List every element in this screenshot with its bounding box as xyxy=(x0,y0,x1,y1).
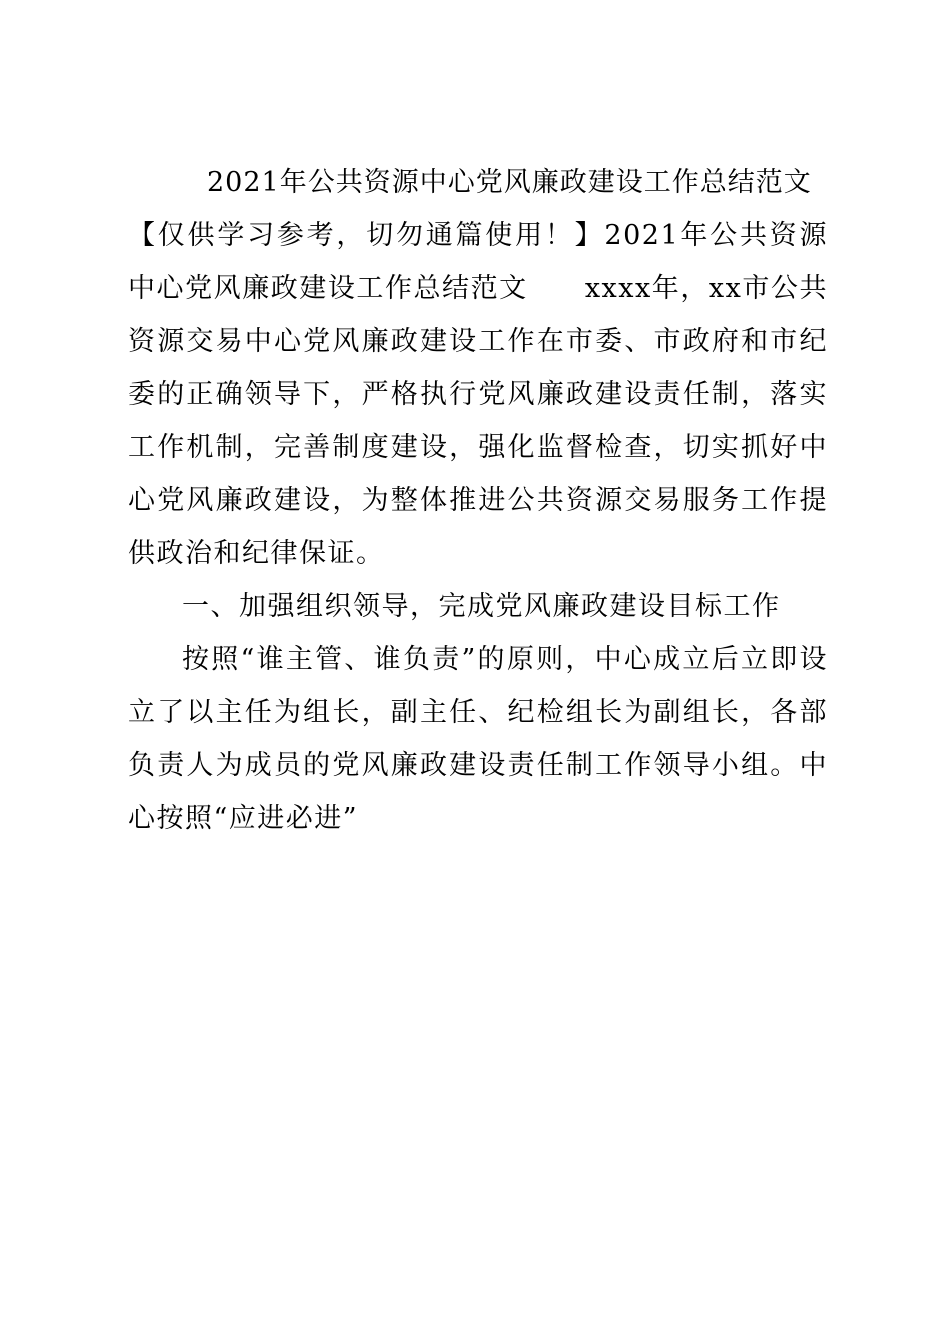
section-body-paragraph: 按照“谁主管、谁负责”的原则，中心成立后立即设立了以主任为组长，副主任、纪检组长为副组长，各部负责人为成员的党风廉政建设责任制工作领导小组。中心按照“应进必进” xyxy=(128,644,828,834)
section-heading: 一、加强组织领导，完成党风廉政建设目标工作 xyxy=(182,591,781,622)
intro-paragraph: 【仅供学习参考，切勿通篇使用！】2021年公共资源中心党风廉政建设工作总结范文 xxxx年，xx市公共资源交易中心党风廉政建设工作在市委、市政府和市纪委的正确领导下，严格执行党风廉政建设责任制，落实工作机制，完善制度建设，强化监督检查，切实抓好中心党风廉政建设，为整体推进公共资源交易服务工作提供政治和纪律保证。 xyxy=(128,220,828,569)
document-page xyxy=(128,157,828,845)
document-title: 2021年公共资源中心党风廉政建设工作总结范文 xyxy=(207,167,812,198)
